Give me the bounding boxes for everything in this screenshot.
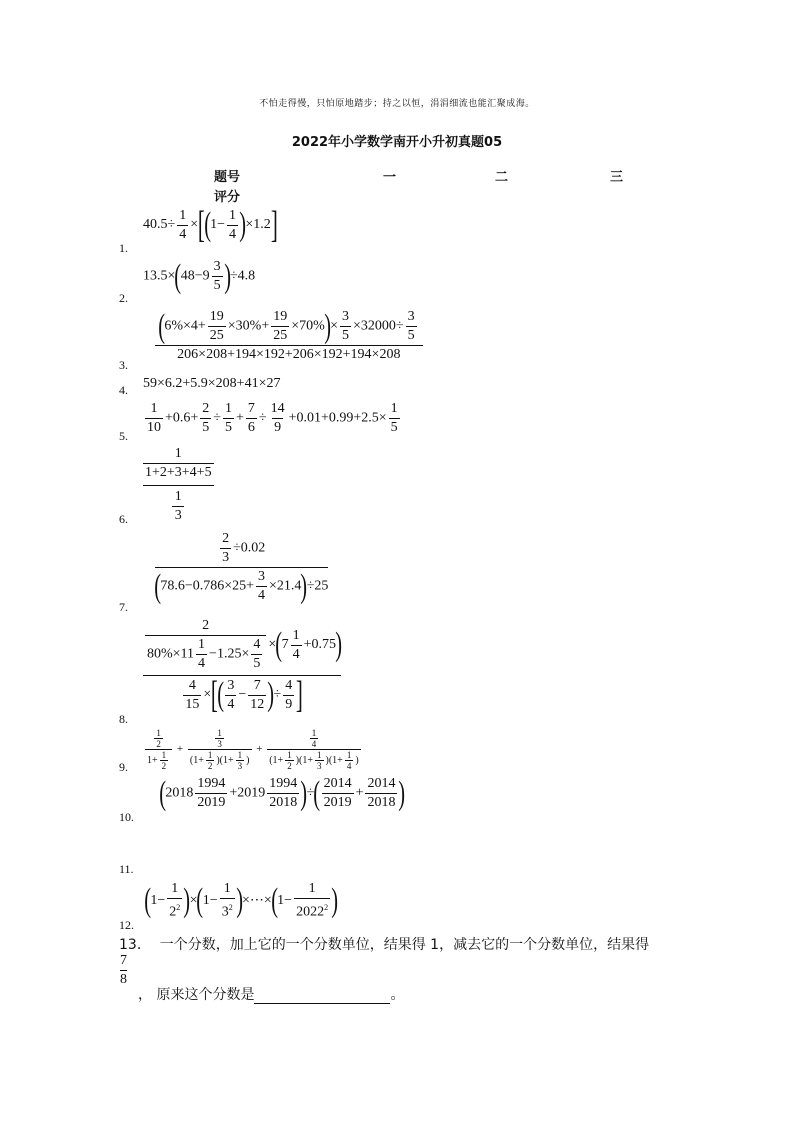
answer-blank[interactable]	[254, 989, 390, 1004]
problem-5-expression: $\frac{1}{10}$ +0.6+ $\frac{2}{5}$ ÷ $\frac{1}{5}$ + $\frac{7}{6}$ ÷ $\frac{14}{9}$ +0.01+0.99+2.5× $\frac{1}{5}$	[147, 401, 398, 435]
problem-number-10: 10.	[119, 810, 134, 824]
problem-number-4: 4.	[119, 383, 128, 397]
motto: 不怕走得慢，只怕原地踏步；持之以恒，涓涓细流也能汇聚成海。	[259, 99, 535, 109]
problem-number-8: 8.	[119, 712, 128, 726]
problem-13-text2: ， 原来这个分数是	[138, 987, 255, 1003]
score-col-1: 一	[383, 170, 397, 185]
problem-10-expression: (2018 $\frac{1994}{2019}$ +2019 $\frac{1994}{2018}$ )÷( $\frac{2014}{2019}$ + $\frac{2014}{2018}$ )	[159, 774, 406, 812]
problem-number-1: 1.	[119, 241, 128, 255]
score-col-2: 二	[495, 170, 509, 185]
problem-number-6: 6.	[119, 512, 128, 526]
score-table-row-label: 评分	[214, 190, 241, 205]
problem-8-expression: 2 80%×11 $\frac{1}{4}$ −1.25× $\frac{4}{5}$ × ( 7 $\frac{1}{4}$ +0.75 ) $\frac{4}{15}$ ×[( $\frac{3}{4}$ − $\frac{7}{12}$ )÷ $\frac{4}{9}$ ]	[143, 617, 341, 714]
score-col-3: 三	[610, 170, 624, 185]
score-table-header-label: 题号	[214, 170, 241, 185]
problem-3-expression: (6%×4+ $\frac{19}{25}$ ×30%+ $\frac{19}{25}$ ×70%)× $\frac{3}{5}$ ×32000÷ $\frac{3}{5}$ 206×208+194×192+206×192+194×208	[155, 308, 423, 363]
problem-7-expression: $\frac{2}{3}$ ÷0.02 (78.6−0.786×25+ $\frac{3}{4}$ ×21.4)÷25	[154, 531, 329, 605]
page-title: 2022年小学数学南开小升初真题05	[291, 135, 503, 150]
problem-2-expression: 13.5×(48−9 $\frac{3}{5}$ )÷4.8	[143, 257, 256, 295]
fraction-numerator: 7	[120, 953, 127, 968]
problem-13-fraction	[120, 952, 127, 989]
problem-number-3: 3.	[119, 358, 128, 372]
problem-13-end: 。	[390, 987, 405, 1003]
problem-1-expression: 40.5÷ $\frac{1}{4}$ ×[(1− $\frac{1}{4}$ )×1.2]	[143, 204, 278, 246]
problem-4-expression: 59×6.2+5.9×208+41×27	[143, 376, 281, 391]
problem-number-9: 9.	[119, 760, 128, 774]
problem-number-13: 13.	[119, 937, 142, 953]
problem-number-12: 12.	[119, 918, 134, 932]
problem-6-expression: 1 1+2+3+4+5 1 3	[145, 446, 212, 523]
problem-9-expression: $\frac{1}{2}$ 1+ $\frac{1}{2}$ + $\frac{1}{3}$ (1+ $\frac{1}{2}$ )(1+ $\frac{1}{3}$ ) + $\frac{1}{4}$ (1+ $\frac{1}{2}$ )(1+ $\frac{1}{3}$ )(1+ $\frac{1}{4}$ )	[147, 728, 359, 771]
problem-number-5: 5.	[119, 429, 128, 443]
problem-number-7: 7.	[119, 600, 128, 614]
problem-13-text: 一个分数，加上它的一个分数单位，结果得 1，减去它的一个分数单位，结果得	[159, 937, 650, 953]
problem-number-11: 11.	[119, 862, 134, 876]
fraction-denominator: 8	[120, 972, 127, 987]
problem-13	[119, 934, 649, 954]
problem-13-answer-line	[138, 984, 404, 1004]
problem-number-2: 2.	[119, 291, 128, 305]
problem-12-expression: (1− $\frac{1}{2^2}$ )×(1− $\frac{1}{3^2}$ )×⋯×(1− $\frac{1}{2022^2}$ )	[144, 881, 339, 920]
